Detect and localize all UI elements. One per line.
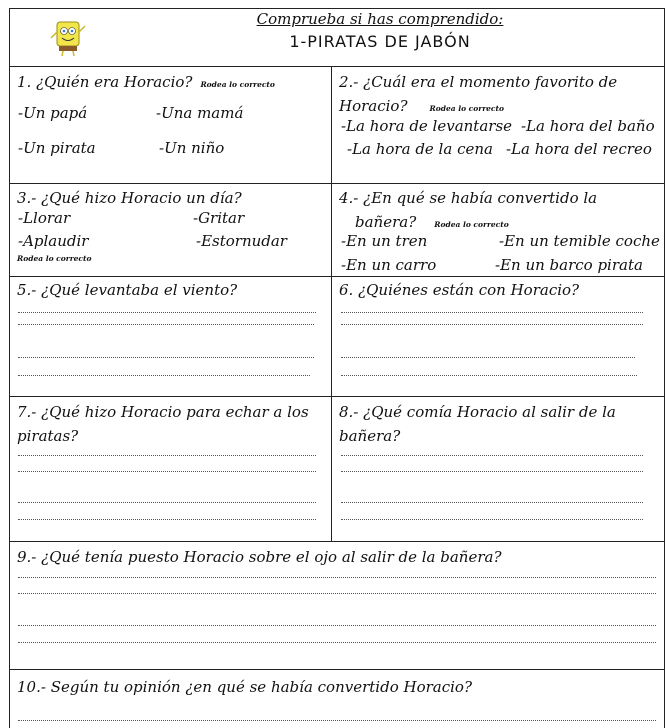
question-1-note: Rodea lo correcto: [200, 80, 275, 89]
question-7: [17, 400, 309, 448]
q4-option[interactable]: -En un tren: [341, 232, 428, 250]
question-1-text: 1. ¿Quién era Horacio?: [17, 73, 193, 91]
q3-option[interactable]: -Estornudar: [196, 232, 287, 250]
q4-option[interactable]: -En un carro: [341, 256, 437, 274]
divider: [9, 276, 665, 277]
q1-option[interactable]: -Un papá: [18, 104, 88, 122]
question-8-text: 8.- ¿Qué comía Horacio al salir de la: [339, 403, 616, 421]
question-2: [339, 70, 617, 121]
answer-line[interactable]: [18, 471, 316, 472]
divider: [9, 541, 665, 542]
answer-line[interactable]: [341, 455, 643, 456]
answer-line[interactable]: [18, 375, 310, 376]
question-1: [17, 70, 275, 97]
answer-line[interactable]: [18, 577, 656, 578]
worksheet-title: 1-PIRATAS DE JABÓN: [289, 32, 471, 51]
question-8: [339, 400, 616, 448]
q4-option[interactable]: -En un temible coche: [499, 232, 660, 250]
answer-line[interactable]: [18, 455, 316, 456]
divider: [9, 669, 665, 670]
answer-line[interactable]: [341, 324, 643, 325]
answer-line[interactable]: [341, 519, 643, 520]
question-2-text-cont: Horacio?: [339, 97, 408, 115]
divider: [9, 66, 665, 67]
q2-option[interactable]: -La hora de la cena: [347, 140, 493, 158]
question-3: 3.- ¿Qué hizo Horacio un día?: [17, 189, 242, 207]
question-7-text: 7.- ¿Qué hizo Horacio para echar a los: [17, 403, 309, 421]
answer-line[interactable]: [341, 502, 643, 503]
question-5: 5.- ¿Qué levantaba el viento?: [17, 281, 238, 299]
answer-line[interactable]: [18, 625, 656, 626]
q1-option[interactable]: -Un niño: [159, 139, 225, 157]
sponge-character-icon: [48, 18, 88, 58]
answer-line[interactable]: [341, 471, 643, 472]
question-4: [339, 186, 597, 237]
q3-option[interactable]: -Aplaudir: [18, 232, 89, 250]
answer-line[interactable]: [341, 375, 637, 376]
answer-line[interactable]: [18, 642, 656, 643]
answer-line[interactable]: [18, 593, 656, 594]
answer-line[interactable]: [18, 519, 316, 520]
answer-line[interactable]: [18, 357, 314, 358]
question-4-text-cont: bañera?: [355, 213, 417, 231]
question-4-note: Rodea lo correcto: [434, 220, 509, 229]
answer-line[interactable]: [341, 312, 643, 313]
answer-line[interactable]: [18, 720, 656, 721]
q1-option[interactable]: -Una mamá: [156, 104, 244, 122]
q2-option[interactable]: -La hora de levantarse: [341, 117, 513, 135]
question-7-text-cont: piratas?: [17, 427, 79, 445]
answer-line[interactable]: [341, 357, 635, 358]
question-2-text: 2.- ¿Cuál era el momento favorito de: [339, 73, 618, 91]
q3-option[interactable]: -Llorar: [18, 209, 71, 227]
question-4-text: 4.- ¿En qué se había convertido la: [339, 189, 598, 207]
answer-line[interactable]: [18, 324, 314, 325]
question-3-note: Rodea lo correcto: [17, 254, 92, 263]
question-9: 9.- ¿Qué tenía puesto Horacio sobre el ojo al salir de la bañera?: [17, 548, 502, 566]
question-10: 10.- Según tu opinión ¿en qué se había convertido Horacio?: [17, 678, 472, 696]
divider: [9, 396, 665, 397]
divider: [9, 183, 665, 184]
q2-option[interactable]: -La hora del recreo: [506, 140, 652, 158]
answer-line[interactable]: [18, 502, 316, 503]
question-6: 6. ¿Quiénes están con Horacio?: [339, 281, 580, 299]
q2-option[interactable]: -La hora del baño: [521, 117, 655, 135]
question-8-text-cont: bañera?: [339, 427, 401, 445]
question-2-note: Rodea lo correcto: [429, 104, 504, 113]
q4-option[interactable]: -En un barco pirata: [495, 256, 643, 274]
worksheet-subtitle: Comprueba si has comprendido:: [256, 10, 504, 28]
q1-option[interactable]: -Un pirata: [18, 139, 96, 157]
answer-line[interactable]: [18, 312, 316, 313]
column-divider: [331, 66, 332, 541]
q3-option[interactable]: -Gritar: [193, 209, 245, 227]
